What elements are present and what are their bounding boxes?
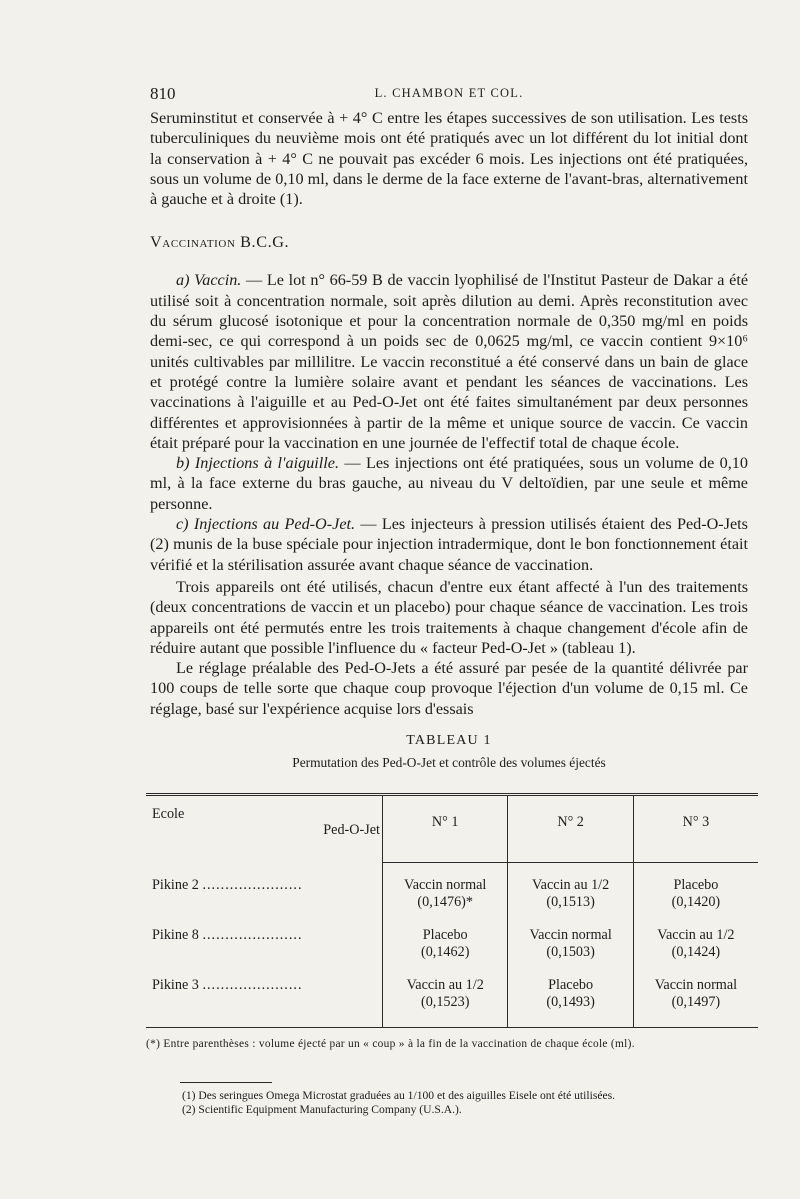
- footnotes: [182, 1089, 748, 1117]
- table-cell: [633, 977, 758, 1028]
- table-cell: [383, 877, 508, 927]
- cell-treatment: Placebo: [422, 927, 468, 944]
- cell-volume: (0,1493): [546, 994, 595, 1011]
- table-row: [146, 927, 758, 977]
- paragraph-aiguille-label: b) Injections à l'aiguille.: [176, 454, 340, 473]
- table-row: [146, 877, 758, 927]
- cell-volume: (0,1523): [420, 994, 470, 1011]
- table-cell: [508, 877, 633, 927]
- paragraph-trois-appareils: Trois appareils ont été utilisés, chacun d'entre eux étant affecté à l'un des traitements (deux concentrations de vaccin et un placebo) pour chaque séance de vaccination. Les trois appareils ont été permutés entre les trois traitements à chaque changement d'école afin de réduire autant que possible l'influence du « facteur Ped-O-Jet » (tableau 1).: [150, 577, 748, 657]
- table-cell: [633, 927, 758, 977]
- school-name: Pikine 8: [152, 927, 199, 944]
- running-title: L. CHAMBON ET COL.: [374, 86, 524, 100]
- header-col-3: N° 3: [633, 795, 758, 863]
- cell-treatment: Vaccin au 1/2: [657, 927, 735, 944]
- cell-treatment: Placebo: [548, 977, 594, 994]
- school-cell: Pikine 3 ......................: [146, 977, 383, 1028]
- table-spacer-row: [146, 863, 758, 878]
- table-cell: [383, 927, 508, 977]
- intro-paragraph: Seruminstitut et conservée à + 4° C entre les étapes successives de son utilisation. Les tests tuberculiniques du neuvième mois ont été pratiqués avec un lot différent du lot initial dont la conservation à + 4° C ne pouvait pas excéder 6 mois. Les injections ont été pratiquées, sous un volume de 0,10 ml, dans le derme de la face externe de l'avant-bras, alternativement à gauche et à droite (1).: [150, 109, 748, 209]
- header-col-1: N° 1: [383, 795, 508, 863]
- cell-treatment: Vaccin normal: [654, 977, 738, 994]
- footnote-divider: [180, 1082, 272, 1083]
- table-cell: [508, 927, 633, 977]
- footnote-2: (2) Scientific Equipment Manufacturing Company (U.S.A.).: [182, 1103, 462, 1117]
- table-cell: [508, 977, 633, 1028]
- table-title: TABLEAU 1: [406, 733, 492, 749]
- paragraph-vaccin-label: a) Vaccin.: [176, 271, 242, 290]
- header-col-2: N° 2: [508, 795, 633, 863]
- school-cell: Pikine 8 ......................: [146, 927, 383, 977]
- cell-volume: (0,1420): [671, 894, 721, 911]
- cell-treatment: Vaccin au 1/2: [532, 877, 610, 894]
- table-cell: [383, 977, 508, 1028]
- running-head: [150, 84, 748, 108]
- paragraph-vaccin: [150, 270, 748, 453]
- cell-volume: (0,1513): [546, 894, 595, 911]
- paragraph-pedojet-label: c) Injections au Ped-O-Jet.: [176, 515, 356, 534]
- paragraph-pedojet: [150, 514, 748, 575]
- cell-treatment: Vaccin normal: [529, 927, 612, 944]
- table-header-row: [146, 795, 758, 863]
- cell-treatment: Vaccin normal: [404, 877, 487, 894]
- cell-volume: (0,1424): [671, 944, 721, 961]
- paragraph-reglage: Le réglage préalable des Ped-O-Jets a été assuré par pesée de la quantité délivrée par 100 coups de telle sorte que chaque coup provoque l'éjection d'un volume de 0,15 ml. Ce réglage, basé sur l'expérience acquise lors d'essais: [150, 659, 748, 718]
- permutation-table: [146, 793, 758, 1028]
- footnote-1: (1) Des seringues Omega Microstat graduées au 1/100 et des aiguilles Eisele ont été utilisées.: [182, 1089, 616, 1103]
- table-header-corner: [146, 795, 383, 863]
- page: [146, 84, 748, 1117]
- cell-treatment: Vaccin au 1/2: [406, 977, 484, 994]
- cell-volume: (0,1503): [546, 944, 595, 961]
- cell-volume: (0,1497): [671, 994, 721, 1011]
- table-caption: Permutation des Ped-O-Jet et contrôle des volumes éjectés: [292, 755, 606, 771]
- school-cell: Pikine 2 ......................: [146, 877, 383, 927]
- paragraph-aiguille-text: — Les injections ont été pratiquées, sous un volume de 0,10 ml, à la face externe du bras gauche, au niveau du V deltoïdien, par une seule et même personne.: [150, 454, 748, 513]
- paragraph-vaccin-text: — Le lot n° 66-59 B de vaccin lyophilisé de l'Institut Pasteur de Dakar a été utilisé soit à concentration normale, soit après dilution au demi. Après reconstitution avec du sérum glucosé isotonique et pour la concentration normale de 0,350 mg/ml en poids demi-sec, ce qui correspond à un poids sec de 0,0625 mg/ml, ce vaccin contient 9×10⁶ unités cultivables par millilitre. Le vaccin reconstitué a été conservé dans un bain de glace et protégé contre la lumière solaire avant et pendant les séances de vaccinations. Les vaccinations à l'aiguille et au Ped-O-Jet ont été faites simultanément par deux personnes différentes et approvisionnées à partir de la même et unique source de vaccin. Ce vaccin était préparé pour la vaccination en une journée de l'effectif total de chaque école.: [150, 271, 748, 452]
- cell-volume: (0,1462): [420, 944, 470, 961]
- table-cell: [633, 877, 758, 927]
- table-row: [146, 977, 758, 1028]
- paragraph-pedojet-text: — Les injecteurs à pression utilisés étaient des Ped-O-Jets (2) munis de la buse spéciale pour injection intradermique, dont le bon fonctionnement était vérifié et la stérilisation assurée avant chaque séance de vaccination.: [150, 515, 748, 574]
- cell-treatment: Placebo: [673, 877, 719, 894]
- school-name: Pikine 3: [152, 977, 199, 994]
- cell-volume: (0,1476)*: [417, 894, 473, 911]
- section-heading: Vaccination B.C.G.: [150, 233, 290, 252]
- header-ecole: Ecole: [152, 806, 185, 823]
- school-name: Pikine 2: [152, 877, 199, 894]
- paragraph-aiguille: [150, 453, 748, 514]
- table-footnote: (*) Entre parenthèses : volume éjecté par un « coup » à la fin de la vaccination de chaque école (ml).: [146, 1038, 635, 1051]
- page-number: 810: [150, 84, 176, 103]
- header-pedojet: Ped-O-Jet: [323, 822, 380, 839]
